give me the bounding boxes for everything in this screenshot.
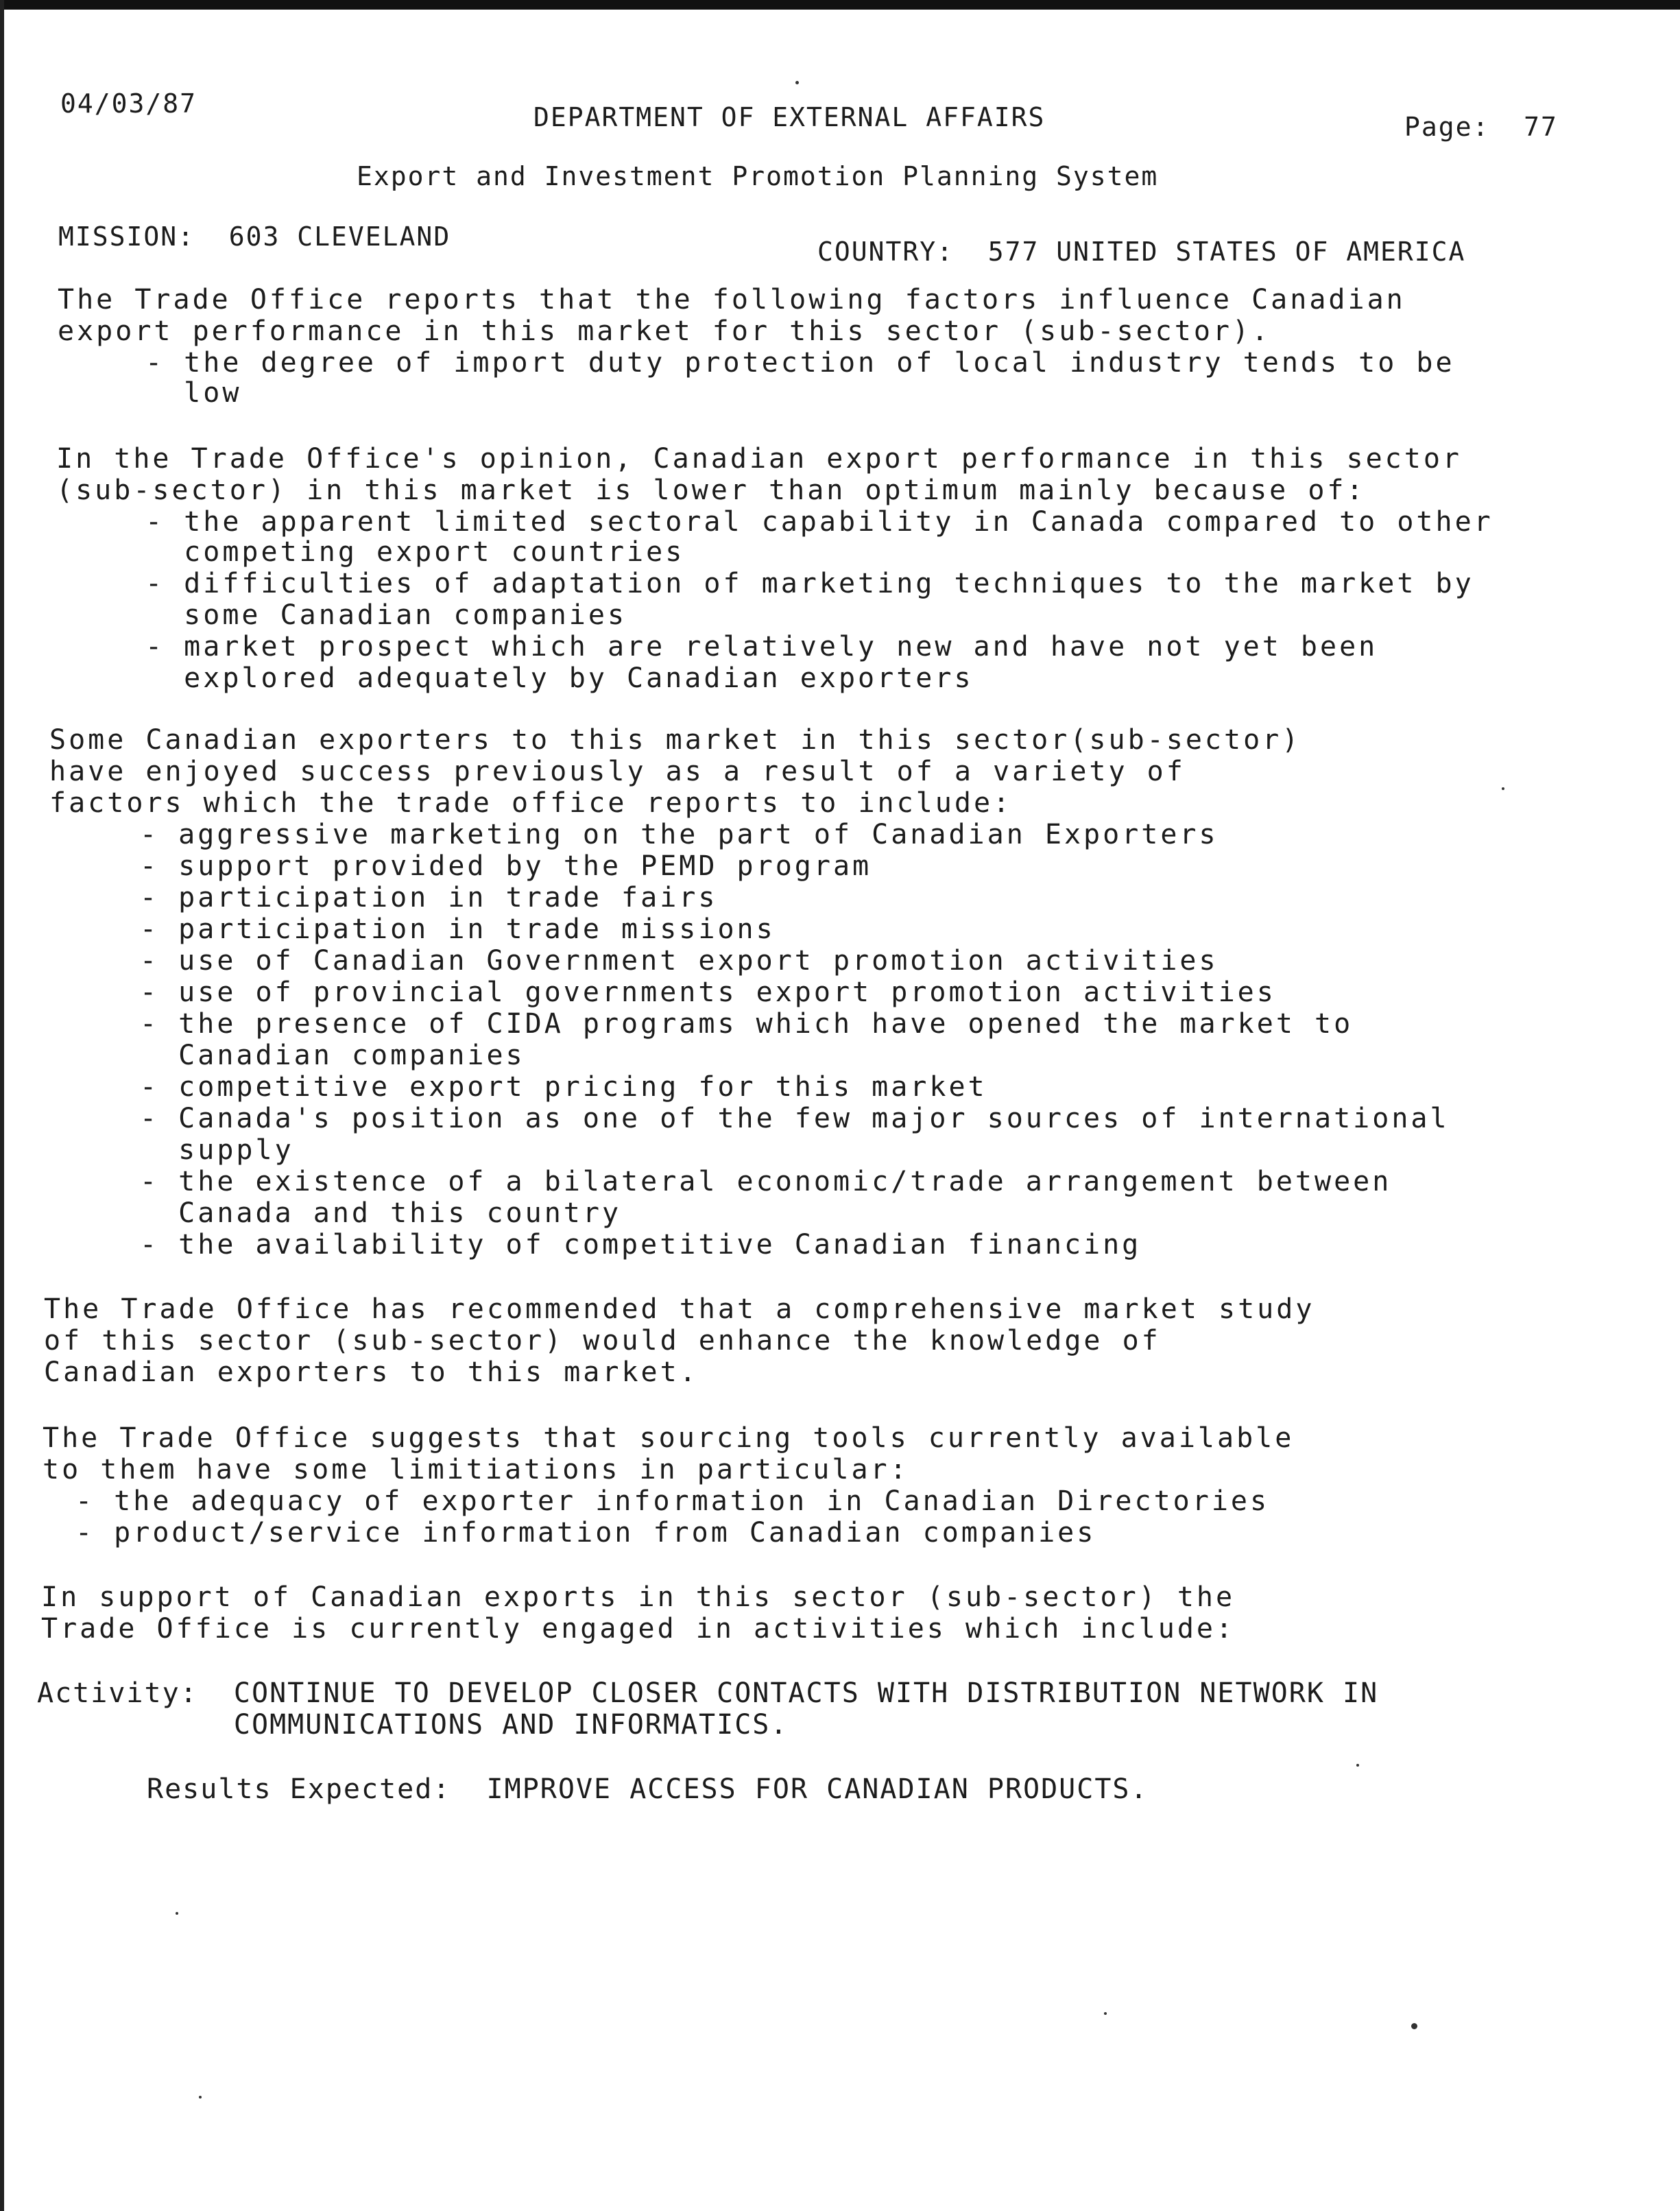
scan-speck: [176, 1912, 178, 1915]
section3-intro-line: have enjoyed success previously as a result of a variety of: [49, 756, 1186, 787]
section2-bullet-line: competing export countries: [145, 536, 685, 568]
scan-speck: [1502, 787, 1504, 790]
section1-intro-line: export performance in this market for this sector (sub-sector).: [58, 315, 1271, 347]
section5-intro-line: The Trade Office suggests that sourcing tools currently available: [43, 1422, 1295, 1454]
page-number: Page: 77: [1404, 112, 1558, 142]
scan-speck: [199, 2096, 202, 2099]
section4-line: Canadian exporters to this market.: [44, 1357, 699, 1388]
section1-intro-line: The Trade Office reports that the following factors influence Canadian: [58, 284, 1406, 315]
section3-bullet-line: - Canada's position as one of the few major sources of international: [140, 1103, 1450, 1134]
section3-bullet-line: Canada and this country: [140, 1197, 622, 1229]
section2-bullet-line: some Canadian companies: [145, 599, 627, 631]
section3-bullet-line: supply: [140, 1134, 294, 1166]
section3-bullet-line: - participation in trade fairs: [140, 882, 718, 913]
section6-intro-line: Trade Office is currently engaged in activities which include:: [41, 1613, 1236, 1645]
section5-intro-line: to them have some limitiations in particular:: [43, 1454, 909, 1485]
section3-intro-line: Some Canadian exporters to this market in this sector(sub-sector): [49, 724, 1301, 756]
mission-label: MISSION: 603 CLEVELAND: [58, 222, 451, 252]
section3-intro-line: factors which the trade office reports to include:: [49, 787, 1013, 819]
section2-bullet-line: - difficulties of adaptation of marketing techniques to the market by: [145, 568, 1474, 599]
section3-bullet-line: - use of provincial governments export promotion activities: [140, 977, 1276, 1008]
section3-bullet-line: - use of Canadian Government export promotion activities: [140, 945, 1219, 977]
scan-top-edge: [0, 0, 1680, 10]
section2-intro-line: (sub-sector) in this market is lower than optimum mainly because of:: [56, 475, 1366, 506]
activity-line: COMMUNICATIONS AND INFORMATICS.: [37, 1709, 789, 1741]
section3-bullet-line: - support provided by the PEMD program: [140, 850, 872, 882]
section3-bullet-line: - participation in trade missions: [140, 913, 776, 945]
section4-line: The Trade Office has recommended that a comprehensive market study: [44, 1293, 1315, 1325]
country-label: COUNTRY: 577 UNITED STATES OF AMERICA: [817, 237, 1466, 267]
activity-line: Activity: CONTINUE TO DEVELOP CLOSER CONTACTS WITH DISTRIBUTION NETWORK IN: [37, 1677, 1379, 1709]
report-date: 04/03/87: [60, 88, 197, 119]
section5-bullet-line: - product/service information from Canadian companies: [75, 1517, 1096, 1549]
section4-line: of this sector (sub-sector) would enhance the knowledge of: [44, 1325, 1161, 1357]
department-name: DEPARTMENT OF EXTERNAL AFFAIRS: [533, 102, 1046, 132]
scan-speck: [1411, 2023, 1417, 2029]
section3-bullet-line: - aggressive marketing on the part of Canadian Exporters: [140, 819, 1219, 850]
section5-bullet-line: - the adequacy of exporter information in Canadian Directories: [75, 1485, 1270, 1517]
section2-intro-line: In the Trade Office's opinion, Canadian export performance in this sector: [56, 443, 1462, 475]
section3-bullet-line: Canadian companies: [140, 1040, 525, 1071]
section3-bullet-line: - competitive export pricing for this market: [140, 1071, 987, 1103]
section2-bullet-line: explored adequately by Canadian exporters: [145, 662, 974, 694]
section2-bullet-line: - market prospect which are relatively new and have not yet been: [145, 631, 1378, 662]
section3-bullet-line: - the availability of competitive Canadian financing: [140, 1229, 1142, 1260]
section3-bullet-line: - the presence of CIDA programs which have opened the market to: [140, 1008, 1354, 1040]
scan-speck: [1356, 1764, 1359, 1767]
results-expected: Results Expected: IMPROVE ACCESS FOR CANADIAN PRODUCTS.: [147, 1773, 1149, 1805]
section1-bullet-line: low: [145, 377, 242, 409]
section3-bullet-line: - the existence of a bilateral economic/trade arrangement between: [140, 1166, 1392, 1197]
section2-bullet-line: - the apparent limited sectoral capability in Canada compared to other: [145, 506, 1493, 538]
system-title: Export and Investment Promotion Planning System: [357, 161, 1159, 191]
section1-bullet-line: - the degree of import duty protection of local industry tends to be: [145, 347, 1455, 379]
scan-left-edge: [0, 0, 4, 2211]
scan-speck: [1104, 2012, 1107, 2015]
section6-intro-line: In support of Canadian exports in this sector (sub-sector) the: [41, 1581, 1236, 1613]
scan-speck: [795, 81, 799, 84]
